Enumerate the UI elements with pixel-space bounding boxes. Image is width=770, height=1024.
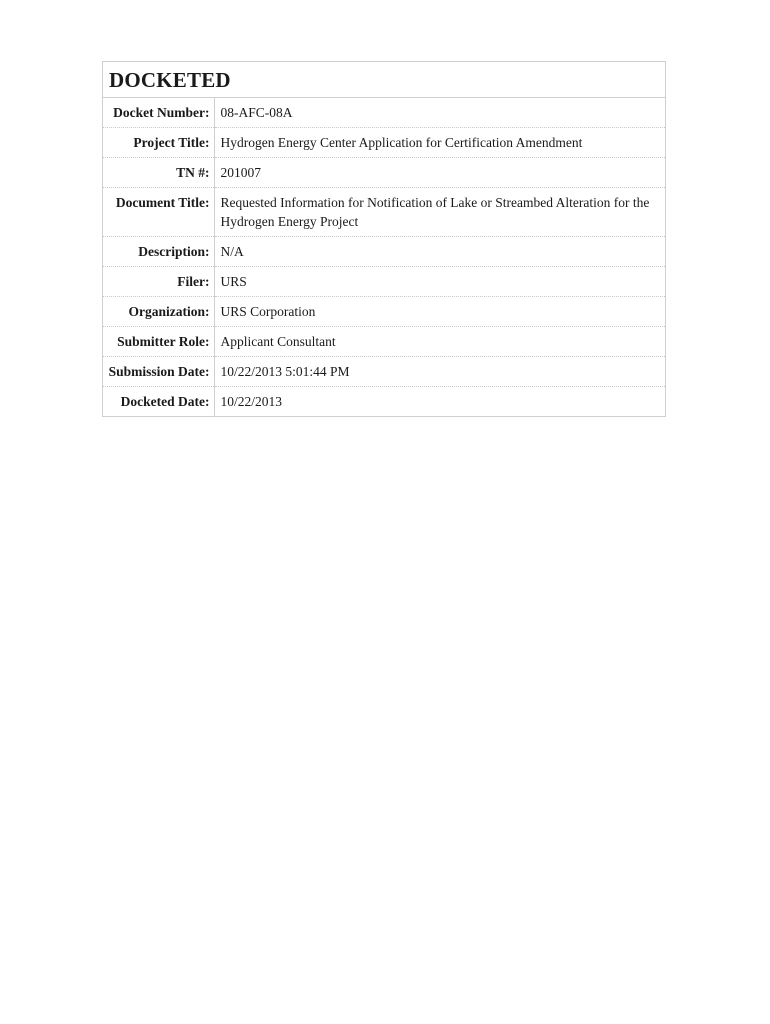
docket-cover-sheet bbox=[102, 61, 666, 417]
filer-value: URS bbox=[220, 274, 247, 289]
submitter-role-row bbox=[103, 327, 665, 357]
description-value: N/A bbox=[220, 244, 244, 259]
tn-number-value: 201007 bbox=[220, 165, 261, 180]
docket-number-label: Docket Number: bbox=[113, 105, 210, 120]
document-title-value: Requested Information for Notification of Lake or Streambed Alteration for the Hydrogen Energy Project bbox=[220, 195, 650, 229]
filer-label: Filer: bbox=[177, 274, 210, 289]
description-row bbox=[103, 237, 665, 267]
document-title-row bbox=[103, 188, 665, 237]
docket-number-row bbox=[103, 98, 665, 128]
docket-metadata-table bbox=[103, 98, 665, 416]
submission-date-row bbox=[103, 357, 665, 387]
organization-value: URS Corporation bbox=[220, 304, 316, 319]
submitter-role-label: Submitter Role: bbox=[117, 334, 210, 349]
submission-date-label: Submission Date: bbox=[108, 364, 210, 379]
project-title-value: Hydrogen Energy Center Application for Certification Amendment bbox=[220, 135, 583, 150]
filer-row bbox=[103, 267, 665, 297]
project-title-label: Project Title: bbox=[133, 135, 210, 150]
organization-label: Organization: bbox=[128, 304, 210, 319]
document-title-label: Document Title: bbox=[115, 195, 210, 210]
tn-number-row bbox=[103, 158, 665, 188]
tn-number-label: TN #: bbox=[176, 165, 210, 180]
docket-number-value: 08-AFC-08A bbox=[220, 105, 293, 120]
project-title-row bbox=[103, 128, 665, 158]
submission-date-value: 10/22/2013 5:01:44 PM bbox=[220, 364, 350, 379]
submitter-role-value: Applicant Consultant bbox=[220, 334, 336, 349]
docketed-heading: DOCKETED bbox=[103, 62, 665, 98]
organization-row bbox=[103, 297, 665, 327]
docketed-date-label: Docketed Date: bbox=[120, 394, 210, 409]
docketed-date-value: 10/22/2013 bbox=[220, 394, 283, 409]
description-label: Description: bbox=[138, 244, 210, 259]
docketed-date-row bbox=[103, 387, 665, 417]
